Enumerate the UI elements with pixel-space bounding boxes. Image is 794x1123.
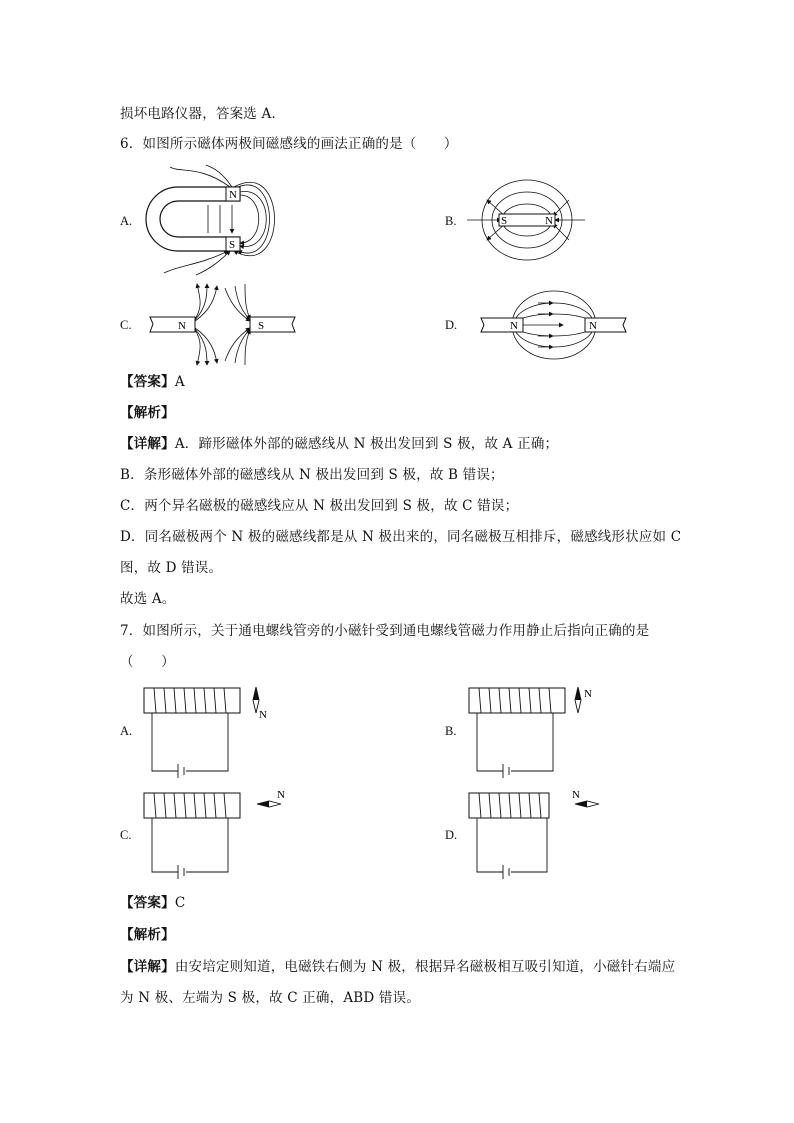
q7-figure-d-solenoid bbox=[465, 788, 615, 883]
q7c-needle-n-label: N bbox=[277, 789, 285, 801]
q6c-south-pole-label: S bbox=[258, 320, 265, 332]
q7-answer-line bbox=[120, 893, 185, 913]
q7a-needle-n-label: N bbox=[259, 709, 267, 721]
q7-stem-line2: （ ） bbox=[120, 654, 175, 670]
q6c-north-pole-label: N bbox=[178, 320, 186, 332]
q6-option-d-label: D. bbox=[445, 318, 458, 332]
q6d-left-north-label: N bbox=[510, 320, 518, 332]
q6-analysis-tag: 【解析】 bbox=[120, 405, 175, 421]
q7-option-b-label: B. bbox=[445, 724, 457, 738]
q6-figure-c-two-poles bbox=[145, 282, 305, 367]
q6-option-a-label: A. bbox=[120, 214, 133, 228]
q5-tail-text: 损坏电路仪器，答案选 A． bbox=[120, 106, 286, 122]
q6-option-b-label: B. bbox=[445, 214, 457, 228]
q6-detail-b: B．条形磁体外部的磁感线从 N 极出发回到 S 极，故 B 错误； bbox=[120, 467, 504, 483]
answer-tag: 【答案】 bbox=[120, 895, 175, 911]
q6b-north-pole-label: N bbox=[545, 215, 553, 227]
q6-detail-d2: 图，故 D 错误。 bbox=[120, 560, 223, 576]
q6-stem: 6．如图所示磁体两极间磁感线的画法正确的是（ ） bbox=[120, 136, 458, 152]
q7-analysis-tag: 【解析】 bbox=[120, 927, 175, 943]
q6-figure-b-bar-magnet bbox=[465, 170, 585, 270]
q7-detail-line2: 为 N 极、左端为 S 极，故 C 正确，ABD 错误。 bbox=[120, 990, 421, 1006]
q6a-north-pole-label: N bbox=[229, 189, 237, 201]
detail-tag: 【详解】 bbox=[120, 959, 175, 975]
q7d-needle-n-label: N bbox=[572, 789, 580, 801]
q6d-right-north-label: N bbox=[589, 320, 597, 332]
q7b-needle-n-label: N bbox=[584, 688, 592, 700]
q7-option-c-label: C. bbox=[120, 828, 132, 842]
q6-option-c-label: C. bbox=[120, 318, 132, 332]
q6-answer-line bbox=[120, 372, 185, 392]
q6a-south-pole-label: S bbox=[229, 239, 236, 251]
answer-tag: 【答案】 bbox=[120, 374, 175, 390]
q7-option-a-label: A. bbox=[120, 724, 133, 738]
q7-figure-a-solenoid bbox=[140, 683, 280, 778]
q7-detail-line1: 【详解】由安培定则知道，电磁铁右侧为 N 极，根据异名磁极相互吸引知道，小磁针右端应 bbox=[120, 959, 676, 975]
q6-conclusion: 故选 A。 bbox=[120, 591, 176, 607]
q6-figure-d-two-north-poles bbox=[478, 288, 628, 363]
q7-stem-line1: 7．如图所示，关于通电螺线管旁的小磁针受到通电螺线管磁力作用静止后指向正确的是 bbox=[120, 623, 650, 639]
q6b-south-pole-label: S bbox=[501, 215, 508, 227]
detail-tag: 【详解】 bbox=[120, 436, 175, 452]
q6-answer: A bbox=[174, 374, 185, 390]
q7-option-d-label: D. bbox=[445, 828, 458, 842]
q7-figure-c-solenoid bbox=[140, 788, 300, 883]
q7-answer: C bbox=[174, 895, 186, 911]
q6-detail-c: C．两个异名磁极的磁感线应从 N 极出发回到 S 极，故 C 错误； bbox=[120, 498, 519, 514]
q7-figure-b-solenoid bbox=[465, 683, 605, 778]
q6-detail-a: 【详解】A．蹄形磁体外部的磁感线从 N 极出发回到 S 极，故 A 正确； bbox=[120, 436, 559, 452]
q6-figure-a-horseshoe-magnet bbox=[140, 165, 290, 275]
q6-detail-d1: D．同名磁极两个 N 极的磁感线都是从 N 极出来的，同名磁极互相排斥，磁感线形状应如 C bbox=[120, 529, 682, 545]
